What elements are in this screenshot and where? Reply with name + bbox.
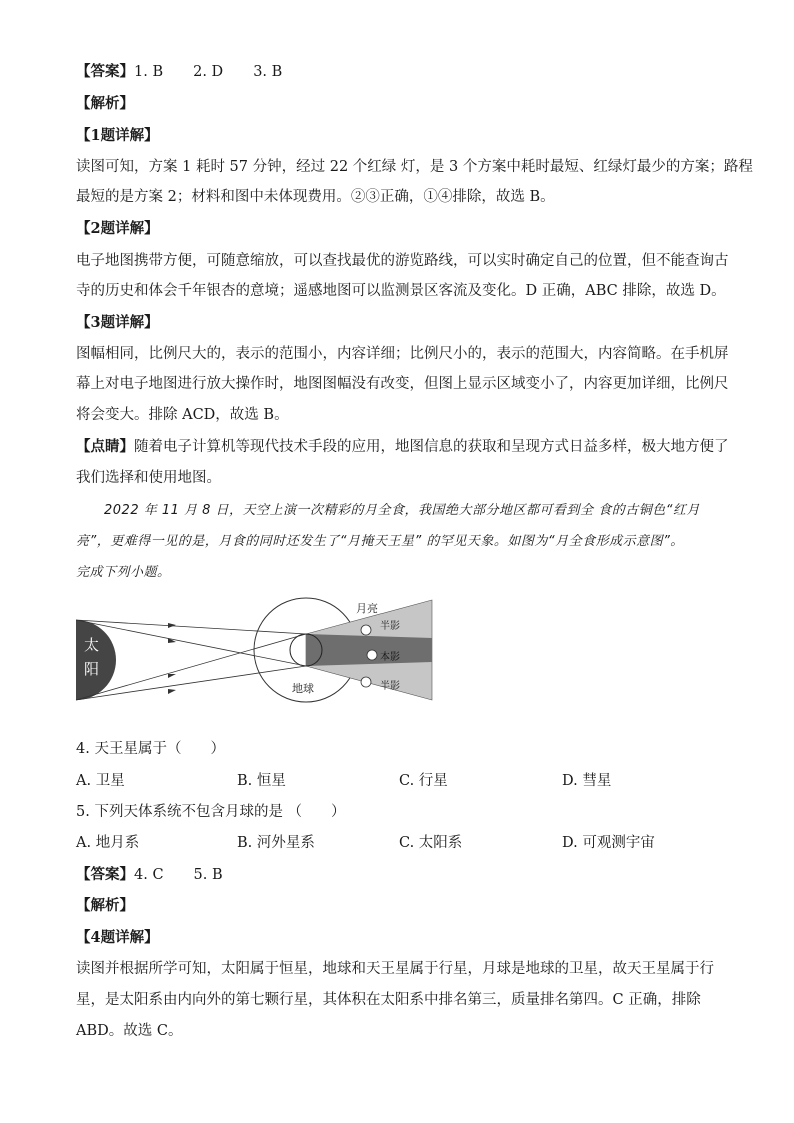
q3-text-line: 将会变大。排除 ACD，故选 B。 xyxy=(76,407,289,423)
q5-option-c: C. 太阳系 xyxy=(399,835,463,851)
q1-text-line: 读图可知，方案 1 耗时 57 分钟，经过 22 个红绿 灯，是 3 个方案中耗时最短、红绿灯最少的方案；路程 xyxy=(76,159,753,175)
intro-line: 2022 年 11 月 8 日，天空上演一次精彩的月全食，我国绝大部分地区都可看到全 食的古铜色“红月 xyxy=(104,503,700,518)
answer-line-2 xyxy=(76,865,726,885)
q4-text-line: 读图并根据所学可知，太阳属于恒星，地球和天王星属于行星，月球是地球的卫星，故天王星属于行 xyxy=(76,961,714,977)
q3-heading: 【3题详解】 xyxy=(76,314,159,331)
moon-label: 月亮 xyxy=(356,602,378,615)
q4-option-d: D. 彗星 xyxy=(562,773,612,789)
q4-text-line: ABD。故选 C。 xyxy=(76,1023,183,1039)
q5-stem: 5. 下列天体系统不包含月球的是 （ ） xyxy=(76,804,346,820)
q1-text-line: 最短的是方案 2；材料和图中未体现费用。②③正确，①④排除，故选 B。 xyxy=(76,189,555,205)
q3-text-line: 图幅相同，比例尺大的，表示的范围小，内容详细；比例尺小的，表示的范围大，内容简略。在手机屏 xyxy=(76,346,729,362)
highlight-label: 【点睛】 xyxy=(76,438,134,455)
analysis-label: 【解析】 xyxy=(76,897,134,914)
q4-stem: 4. 天王星属于（ ） xyxy=(76,741,225,757)
moon-position-lower xyxy=(361,677,371,687)
penumbra-label-lower: 半影 xyxy=(380,681,400,692)
umbra-region xyxy=(306,634,432,666)
answer-label: 【答案】 xyxy=(76,63,134,80)
answer-item: 2. D xyxy=(193,64,224,80)
moon-position-upper xyxy=(361,625,371,635)
q5-option-a: A. 地月系 xyxy=(76,835,140,851)
q4-option-b: B. 恒星 xyxy=(237,773,286,789)
q4-option-a: A. 卫星 xyxy=(76,773,125,789)
q1-heading: 【1题详解】 xyxy=(76,127,159,144)
answer-line-1 xyxy=(76,62,726,82)
ray-arrows xyxy=(168,623,176,694)
q4-heading: 【4题详解】 xyxy=(76,929,159,946)
answer-item: 4. C xyxy=(134,867,164,883)
q5-option-d: D. 可观测宇宙 xyxy=(562,835,655,851)
q3-text-line: 幕上对电子地图进行放大操作时，地图图幅没有改变，但图上显示区域变小了，内容更加详细，比例尺 xyxy=(76,376,729,392)
umbra-label: 本影 xyxy=(380,652,400,663)
lunar-eclipse-diagram xyxy=(70,592,440,712)
q4-option-c: C. 行星 xyxy=(399,773,448,789)
q5-option-b: B. 河外星系 xyxy=(237,835,315,851)
analysis-label: 【解析】 xyxy=(76,95,134,112)
highlight-text-line: 我们选择和使用地图。 xyxy=(76,470,221,486)
highlight-line-1 xyxy=(76,437,729,457)
answer-item: 1. B xyxy=(134,64,164,80)
q4-text-line: 星，是太阳系由内向外的第七颗行星，其体积在太阳系中排名第三，质量排名第四。C 正确，排除 xyxy=(76,992,701,1008)
intro-line: 完成下列小题。 xyxy=(76,565,171,580)
earth-label: 地球 xyxy=(292,682,314,695)
answer-item: 3. B xyxy=(253,64,283,80)
q2-heading: 【2题详解】 xyxy=(76,220,159,237)
sun-label-char: 阳 xyxy=(84,660,100,678)
q2-text-line: 寺的历史和体会千年银杏的意境；遥感地图可以监测景区客流及变化。D 正确，ABC 排除，故选 D。 xyxy=(76,283,726,299)
highlight-text: 随着电子计算机等现代技术手段的应用，地图信息的获取和呈现方式日益多样，极大地方便了 xyxy=(134,439,729,455)
q2-text-line: 电子地图携带方便，可随意缩放，可以查找最优的游览路线，可以实时确定自己的位置，但不能查询古 xyxy=(76,253,729,269)
moon-position-center xyxy=(367,650,377,660)
answer-label: 【答案】 xyxy=(76,866,134,883)
answer-item: 5. B xyxy=(193,867,223,883)
sun-label-char: 太 xyxy=(84,636,100,654)
intro-line: 亮”，更难得一见的是，月食的同时还发生了“月掩天王星” 的罕见天象。如图为“月全食形成示意图”。 xyxy=(76,534,684,549)
penumbra-label-upper: 半影 xyxy=(380,621,400,632)
